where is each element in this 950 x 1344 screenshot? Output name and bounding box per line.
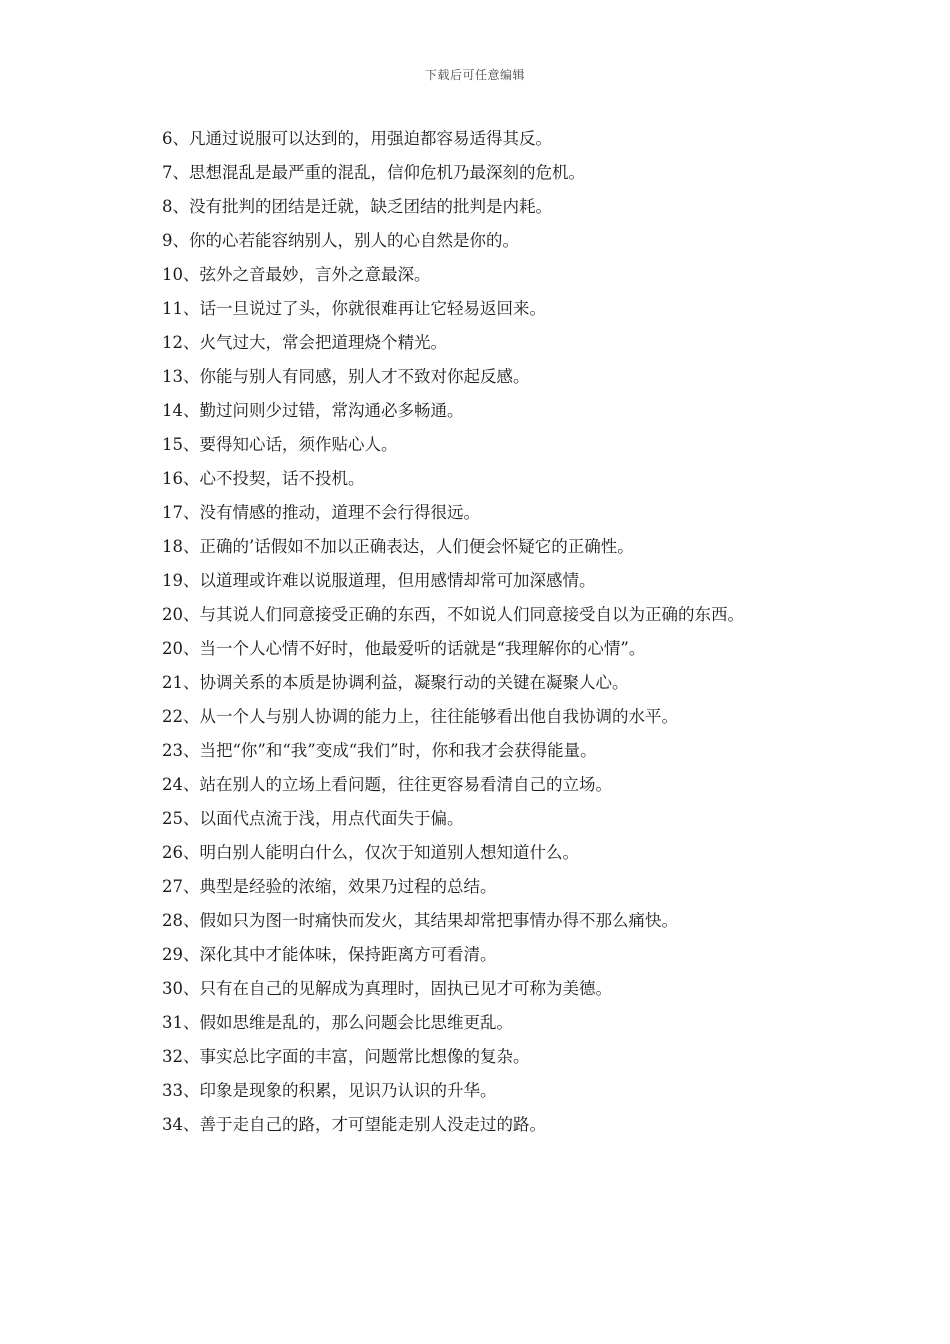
- list-item: 9、你的心若能容纳别人，别人的心自然是你的。: [162, 231, 519, 250]
- quote-list: [144, 122, 812, 1142]
- list-item: 34、善于走自己的路，才可望能走别人没走过的路。: [162, 1115, 546, 1134]
- list-item: 20、与其说人们同意接受正确的东西，不如说人们同意接受自以为正确的东西。: [162, 605, 744, 624]
- list-item: 15、要得知心话，须作贴心人。: [162, 435, 398, 454]
- list-item: 30、只有在自己的见解成为真理时，固执已见才可称为美德。: [162, 979, 612, 998]
- list-item: 19、以道理或许难以说服道理，但用感情却常可加深感情。: [162, 571, 596, 590]
- list-item: 8、没有批判的团结是迁就，缺乏团结的批判是内耗。: [162, 197, 552, 216]
- list-item: 14、勤过问则少过错，常沟通必多畅通。: [162, 401, 464, 420]
- list-item: 7、思想混乱是最严重的混乱，信仰危机乃最深刻的危机。: [162, 163, 585, 182]
- list-item: 32、事实总比字面的丰富，问题常比想像的复杂。: [162, 1047, 530, 1066]
- list-item: 31、假如思维是乱的，那么问题会比思维更乱。: [162, 1013, 513, 1032]
- list-item: 23、当把“你”和“我”变成“我们”时，你和我才会获得能量。: [162, 741, 597, 760]
- list-item: 20、当一个人心情不好时，他最爱听的话就是“我理解你的心情”。: [162, 639, 646, 658]
- list-item: 24、站在别人的立场上看问题，往往更容易看清自己的立场。: [162, 775, 612, 794]
- list-item: 18、正确的’话假如不加以正确表达，人们便会怀疑它的正确性。: [162, 537, 634, 556]
- list-item: 27、典型是经验的浓缩，效果乃过程的总结。: [162, 877, 497, 896]
- list-item: 21、协调关系的本质是协调利益，凝聚行动的关键在凝聚人心。: [162, 673, 629, 692]
- list-item: 26、明白别人能明白什么，仅次于知道别人想知道什么。: [162, 843, 579, 862]
- list-item: 12、火气过大，常会把道理烧个精光。: [162, 333, 447, 352]
- list-item: 11、话一旦说过了头，你就很难再让它轻易返回来。: [162, 299, 546, 318]
- list-item: 33、印象是现象的积累，见识乃认识的升华。: [162, 1081, 497, 1100]
- list-item: 22、从一个人与别人协调的能力上，往往能够看出他自我协调的水平。: [162, 707, 678, 726]
- list-item: 10、弦外之音最妙，言外之意最深。: [162, 265, 431, 284]
- list-item: 16、心不投契，话不投机。: [162, 469, 365, 488]
- list-item: 17、没有情感的推动，道理不会行得很远。: [162, 503, 480, 522]
- list-item: 25、以面代点流于浅，用点代面失于偏。: [162, 809, 464, 828]
- list-item: 29、深化其中才能体味，保持距离方可看清。: [162, 945, 497, 964]
- list-item: 6、凡通过说服可以达到的，用强迫都容易适得其反。: [162, 129, 552, 148]
- list-item: 28、假如只为图一时痛快而发火，其结果却常把事情办得不那么痛快。: [162, 911, 678, 930]
- page-header: 下载后可任意编辑: [424, 68, 525, 82]
- list-item: 13、你能与别人有同感，别人才不致对你起反感。: [162, 367, 530, 386]
